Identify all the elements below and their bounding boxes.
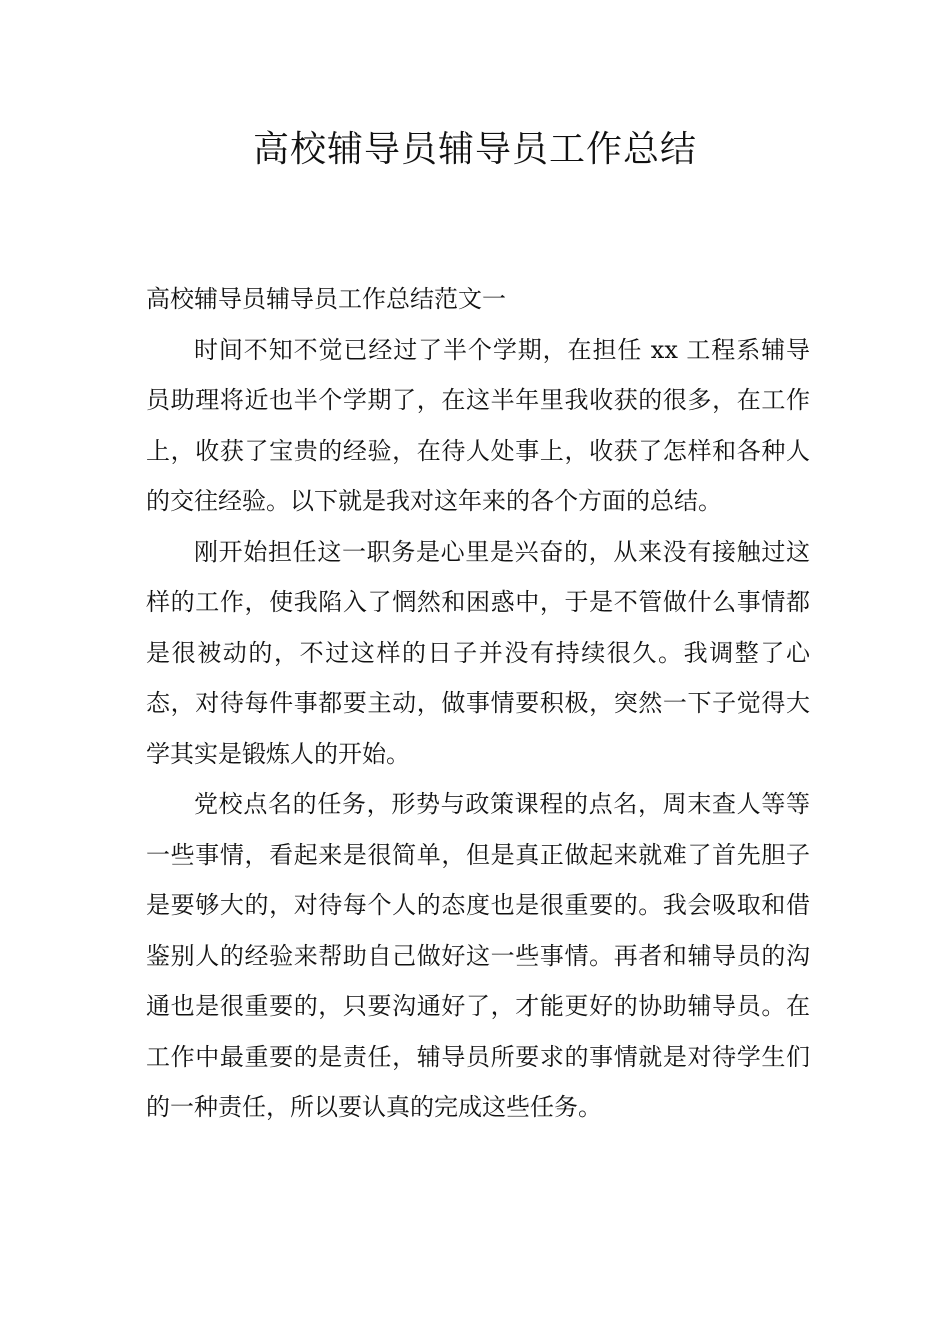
document-title: 高校辅导员辅导员工作总结 <box>252 129 697 170</box>
document-subtitle: 高校辅导员辅导员工作总结范文一 <box>146 285 506 313</box>
paragraph-2: 刚开始担任这一职务是心里是兴奋的，从来没有接触过这样的工作，使我陷入了惘然和困惑中，于是不管做什么事情都是很被动的，不过这样的日子并没有持续很久。我调整了心态，对待每件事都要主动，做事情要积极，突然一下子觉得大学其实是锻炼人的开始。 <box>146 537 810 768</box>
paragraph-3: 党校点名的任务，形势与政策课程的点名，周末查人等等一些事情，看起来是很简单，但是真正做起来就难了首先胆子是要够大的，对待每个人的态度也是很重要的。我会吸取和借鉴别人的经验来帮助自己做好这一些事情。再者和辅导员的沟通也是很重要的，只要沟通好了，才能更好的协助辅导员。在工作中最重要的是责任，辅导员所要求的事情就是对待学生们的一种责任，所以要认真的完成这些任务。 <box>146 790 810 1121</box>
paragraph-1: 时间不知不觉已经过了半个学期，在担任 xx 工程系辅导员助理将近也半个学期了，在这半年里我收获的很多，在工作上，收获了宝贵的经验，在待人处事上，收获了怎样和各种人的交往经验。以下就是我对这年来的各个方面的总结。 <box>146 335 810 515</box>
document-body <box>146 274 810 1133</box>
